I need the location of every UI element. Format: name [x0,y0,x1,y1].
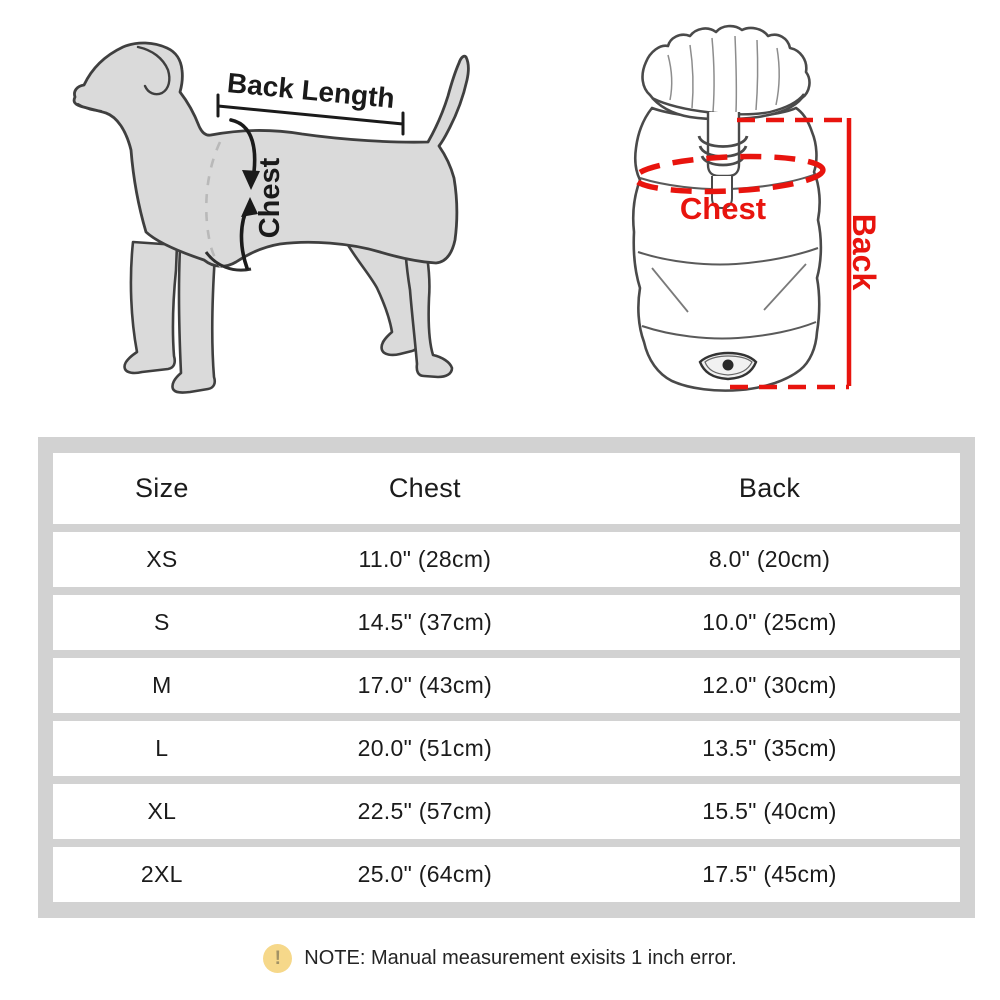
vest-back-label: Back [846,213,882,291]
size-cell: 2XL [140,861,183,887]
dog-measurement-diagram [74,43,468,393]
measurement-illustration [0,0,1000,432]
column-header-back: Back [738,473,801,503]
measurement-note [0,941,1000,975]
size-cell: M [152,672,172,698]
table-row [53,847,960,902]
back-cell: 13.5" (35cm) [702,735,837,761]
table-row [53,784,960,839]
table-row [53,658,960,713]
size-cell: S [154,609,170,635]
table-row [53,721,960,776]
size-chart-table [38,437,975,918]
vest-measurement-diagram [633,26,882,391]
back-cell: 12.0" (30cm) [702,672,837,698]
chest-cell: 14.5" (37cm) [357,609,493,635]
table-header-row [53,453,960,524]
chest-cell: 22.5" (57cm) [357,798,493,824]
vest-chest-label: Chest [679,191,767,226]
chest-cell: 17.0" (43cm) [357,672,493,698]
column-header-chest: Chest [388,473,461,503]
column-header-size: Size [134,473,189,503]
back-cell: 8.0" (20cm) [708,546,831,572]
table-row [53,595,960,650]
back-cell: 10.0" (25cm) [702,609,837,635]
dog-chest-label: Chest [254,157,286,239]
chest-cell: 20.0" (51cm) [357,735,493,761]
back-length-label: Back Length [225,67,397,115]
note-text: NOTE: Manual measurement exisits 1 inch error. [304,946,737,969]
chest-cell: 25.0" (64cm) [357,861,493,887]
size-cell: L [155,735,169,761]
back-cell: 17.5" (45cm) [702,861,837,887]
back-cell: 15.5" (40cm) [702,798,837,824]
size-cell: XS [146,546,178,572]
size-cell: XL [147,798,177,824]
table-row [53,532,960,587]
chest-cell: 11.0" (28cm) [358,546,492,572]
warning-exclamation-icon: ! [263,944,292,973]
